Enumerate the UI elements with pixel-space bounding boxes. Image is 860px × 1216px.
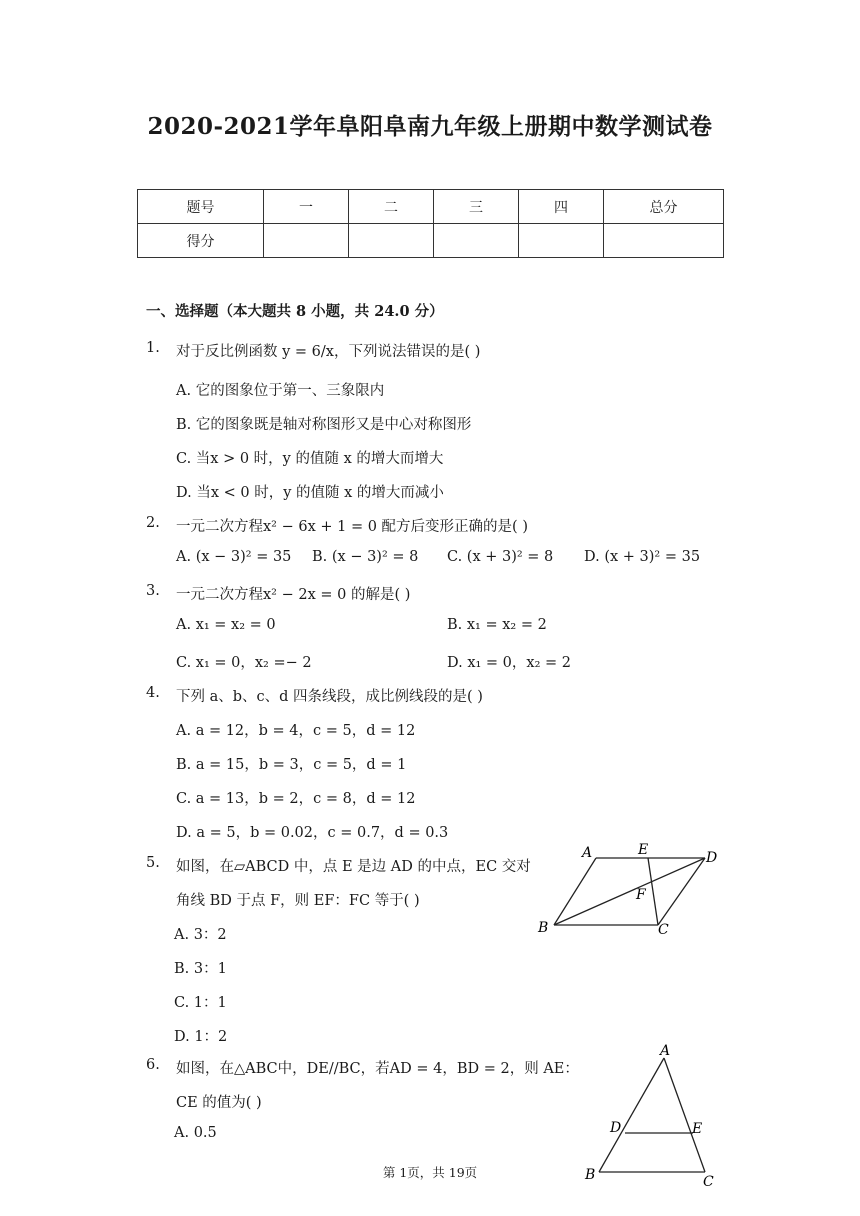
table-cell: [264, 224, 349, 258]
option: A. x₁ = x₂ = 0: [176, 617, 276, 633]
question-stem: 如图，在△ABC中，DE//BC，若AD = 4，BD = 2，则 AE：: [176, 1061, 579, 1077]
page-title: 2020-2021学年阜阳阜南九年级上册期中数学测试卷: [147, 113, 713, 140]
table-cell: 题号: [138, 190, 264, 224]
option: C. 1：1: [174, 995, 227, 1011]
question-stem: 对于反比例函数 y = 6/x，下列说法错误的是( ): [176, 344, 481, 360]
option: D. 当x < 0 时，y 的值随 x 的增大而减小: [176, 485, 444, 501]
page-footer: 第 1页，共 19页: [382, 1165, 478, 1180]
label-B: B: [538, 920, 549, 936]
option: B. 3：1: [174, 961, 227, 977]
table-cell: 四: [519, 190, 604, 224]
option: B. x₁ = x₂ = 2: [447, 617, 547, 633]
option: C. a = 13，b = 2，c = 8，d = 12: [176, 791, 416, 807]
label-D: D: [610, 1120, 622, 1136]
option: B. a = 15，b = 3，c = 5，d = 1: [176, 757, 407, 773]
option: A. a = 12，b = 4，c = 5，d = 12: [176, 723, 416, 739]
question-number: 2.: [146, 515, 160, 531]
option: A. (x − 3)² = 35: [176, 549, 292, 565]
question-stem: 如图，在▱ABCD 中，点 E 是边 AD 的中点，EC 交对: [176, 859, 531, 875]
option: A. 它的图象位于第一、三象限内: [176, 383, 385, 399]
option: C. 当x > 0 时，y 的值随 x 的增大而增大: [176, 451, 444, 467]
label-F: F: [636, 887, 646, 903]
question-stem: CE 的值为( ): [176, 1095, 262, 1111]
section-heading: 一、选择题（本大题共 8 小题，共 24.0 分）: [146, 303, 444, 320]
option: D. 1：2: [174, 1029, 228, 1045]
table-row: [138, 224, 724, 258]
option: A. 0.5: [174, 1125, 217, 1141]
option: D. a = 5，b = 0.02，c = 0.7，d = 0.3: [176, 825, 449, 841]
table-row: [138, 190, 724, 224]
option: C. x₁ = 0，x₂ =− 2: [176, 655, 312, 671]
label-C: C: [658, 922, 669, 938]
label-B: B: [585, 1167, 596, 1183]
score-table: [137, 189, 724, 258]
table-cell: [604, 224, 724, 258]
question-stem: 一元二次方程x² − 6x + 1 = 0 配方后变形正确的是( ): [176, 519, 528, 535]
table-cell: 得分: [138, 224, 264, 258]
question-number: 4.: [146, 685, 160, 701]
label-E: E: [638, 842, 649, 858]
option: B. 它的图象既是轴对称图形又是中心对称图形: [176, 417, 472, 433]
table-cell: 总分: [604, 190, 724, 224]
question-number: 3.: [146, 583, 160, 599]
option: B. (x − 3)² = 8: [312, 549, 419, 565]
option: D. x₁ = 0，x₂ = 2: [447, 655, 571, 671]
table-cell: [434, 224, 519, 258]
question-number: 5.: [146, 855, 160, 871]
question-number: 1.: [146, 340, 160, 356]
question-stem: 下列 a、b、c、d 四条线段，成比例线段的是( ): [176, 689, 483, 705]
question-stem: 一元二次方程x² − 2x = 0 的解是( ): [176, 587, 411, 603]
label-C: C: [703, 1174, 714, 1190]
option: C. (x + 3)² = 8: [447, 549, 554, 565]
table-cell: 一: [264, 190, 349, 224]
label-E: E: [692, 1121, 703, 1137]
label-A: A: [660, 1043, 671, 1059]
table-cell: [349, 224, 434, 258]
parallelogram-figure: [530, 838, 730, 942]
option: D. (x + 3)² = 35: [584, 549, 701, 565]
table-cell: 三: [434, 190, 519, 224]
question-number: 6.: [146, 1057, 160, 1073]
table-cell: [519, 224, 604, 258]
label-A: A: [582, 845, 593, 861]
option: A. 3：2: [174, 927, 227, 943]
label-D: D: [706, 850, 718, 866]
table-cell: 二: [349, 190, 434, 224]
question-stem: 角线 BD 于点 F，则 EF：FC 等于( ): [176, 893, 420, 909]
